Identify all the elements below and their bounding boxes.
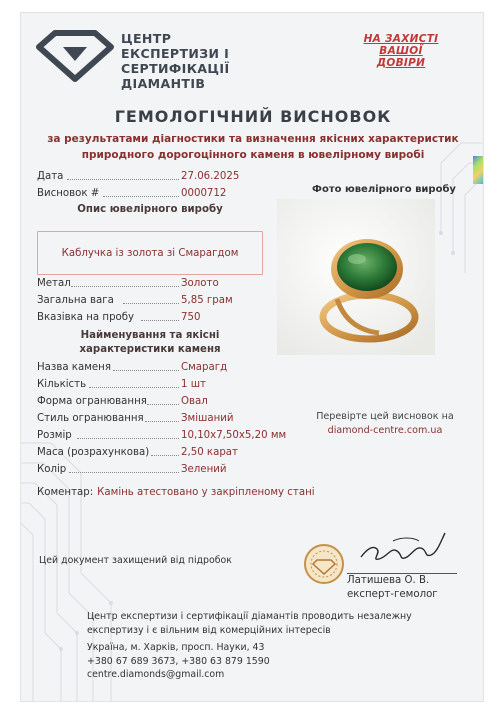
verify-url[interactable]: diamond-centre.com.ua (327, 425, 443, 436)
cut-style-row (37, 412, 297, 426)
stone-heading-line: Найменування та якісні (80, 330, 220, 341)
row-label: Розмір (37, 430, 72, 441)
size-row (37, 429, 297, 443)
dot-leader (113, 370, 179, 371)
hologram-sticker (473, 156, 484, 184)
subtitle-line: природного дорогоцінного каменя в ювелірному виробі (81, 149, 425, 161)
dot-leader (89, 387, 179, 388)
dot-leader (151, 455, 179, 456)
contact-address (87, 641, 387, 682)
trust-stamp (351, 33, 451, 83)
number-label: Висновок # (37, 188, 100, 199)
row-label: Кількість (37, 379, 87, 390)
signer-role: експерт-гемолог (347, 589, 438, 600)
dot-leader (145, 421, 179, 422)
dot-leader (69, 472, 179, 473)
brand-line: ДІАМАНТІВ (121, 76, 206, 91)
row-value: Змішаний (181, 413, 234, 424)
comment-row (37, 487, 315, 498)
hallmark-row (37, 311, 297, 325)
stone-heading-line: характеристики каменя (79, 344, 221, 355)
verify-block (291, 410, 479, 438)
phone-line: +380 67 689 3673, +380 63 879 1590 (87, 655, 270, 667)
dot-leader (123, 303, 179, 304)
stamp-line: НА ЗАХИСТІ (363, 33, 439, 45)
diamond-logo-icon (35, 27, 115, 83)
protection-note: Цей документ захищений від підробок (39, 555, 232, 566)
dot-leader (103, 196, 179, 197)
row-label: Загальна вага (37, 295, 114, 306)
row-value: Зелений (181, 464, 227, 475)
row-label: Метал (37, 278, 71, 289)
photo-label: Фото ювелірного виробу (312, 184, 456, 195)
row-value: 5,85 грам (181, 295, 233, 306)
footer-paragraph: Центр експертизи і сертифікації діамантів проводить незалежну експертизу і є вільним від комерційних інтересів (87, 611, 412, 636)
brand-line: ЕКСПЕРТИЗИ І СЕРТИФІКАЦІЇ (121, 46, 230, 76)
weight-row (37, 294, 297, 308)
row-value: Смарагд (181, 362, 228, 373)
row-label: Вказівка на пробу (37, 312, 135, 323)
dot-leader (67, 179, 179, 180)
row-label: Стиль огранювання (37, 413, 144, 424)
row-label: Маса (розрахункова) (37, 447, 150, 458)
comment-value: Камінь атестовано у закріпленому стані (97, 487, 315, 498)
row-label: Колір (37, 464, 67, 475)
dot-leader (147, 404, 179, 405)
signer-block (347, 574, 467, 602)
dot-leader (71, 286, 179, 287)
stone-heading (37, 329, 263, 357)
document-subtitle (31, 131, 475, 163)
document-title: ГЕМОЛОГІЧНИЙ ВИСНОВОК (114, 107, 392, 126)
stamp-line: ДОВІРИ (376, 57, 426, 69)
date-row (37, 170, 297, 184)
mass-row (37, 446, 297, 460)
row-value: 1 шт (181, 379, 206, 390)
dot-leader (77, 438, 179, 439)
gold-seal-icon (303, 543, 345, 585)
description-heading: Опис ювелірного виробу (77, 204, 223, 215)
verify-text: Перевірте цей висновок на (316, 411, 454, 422)
row-value: Овал (181, 396, 208, 407)
dot-leader (141, 320, 179, 321)
cut-shape-row (37, 395, 297, 409)
description-box (37, 231, 263, 275)
row-value: Золото (181, 278, 219, 289)
row-value: 2,50 карат (181, 447, 238, 458)
number-row (37, 187, 297, 201)
subtitle-line: за результатами діагностики та визначення якісних характеристик (47, 133, 459, 145)
stone-name-row (37, 361, 297, 375)
stamp-line: ВАШОЇ (379, 45, 423, 57)
row-value: 10,10x7,50x5,20 мм (181, 430, 287, 441)
ring-photo (277, 199, 435, 355)
date-value: 27.06.2025 (181, 171, 240, 182)
row-label: Форма огранювання (37, 396, 147, 407)
comment-label: Коментар: (37, 487, 94, 498)
signature-image (353, 527, 453, 569)
row-value: 750 (181, 312, 201, 323)
color-row (37, 463, 297, 477)
signer-name: Латишева О. В. (347, 575, 430, 586)
metal-row (37, 277, 297, 291)
date-label: Дата (37, 171, 64, 182)
brand-name (121, 31, 341, 91)
address-line: Україна, м. Харків, просп. Науки, 43 (87, 642, 265, 653)
certificate-page (20, 12, 484, 702)
email-line[interactable]: centre.diamonds@gmail.com (87, 669, 225, 680)
description-text: Каблучка із золота зі Смарагдом (61, 247, 239, 259)
brand-line: ЦЕНТР (121, 31, 172, 46)
number-value: 0000712 (181, 188, 227, 199)
row-label: Назва каменя (37, 362, 111, 373)
quantity-row (37, 378, 297, 392)
